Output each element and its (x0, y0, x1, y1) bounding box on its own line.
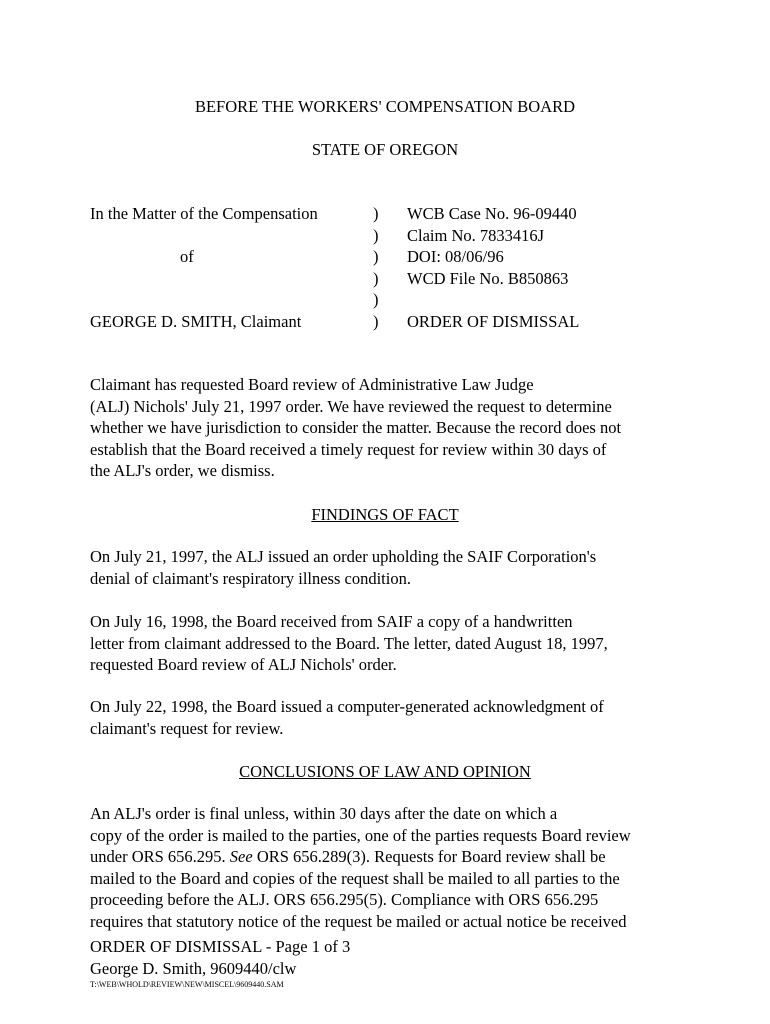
caption-blank-line (90, 268, 360, 290)
caption-paren: ) (373, 311, 379, 331)
caption-matter-line: In the Matter of the Compensation (90, 204, 318, 223)
caption-blank-line (90, 225, 360, 247)
see-signal: See (229, 847, 253, 866)
wcb-case-number: WCB Case No. 96-09440 (407, 204, 577, 223)
conclusion-text: ORS 656.289(3). Requests for Board review shall be mailed to the Board and copies of the request shall be mailed to all parties to the proceeding before the ALJ. ORS 656.295(5). Compliance with ORS 656.295 requires that statutory notice of the request be mailed or actual notice be received (90, 847, 627, 931)
page-footer (90, 936, 690, 979)
intro-paragraph: Claimant has requested Board review of Administrative Law Judge (ALJ) Nichols' July 21, 1997 order. We have reviewed the request to determine whether we have jurisdiction to consider the matter. Because the record does not establish that the Board received a timely request for review within 30 days of the ALJ's order, we dismiss. (90, 375, 622, 480)
finding-paragraph: On July 22, 1998, the Board issued a computer-generated acknowledgment of claimant's request for review. (90, 697, 604, 738)
caption-blank-line (90, 289, 360, 311)
conclusions-heading: CONCLUSIONS OF LAW AND OPINION (239, 762, 531, 781)
finding-paragraph: On July 21, 1997, the ALJ issued an order upholding the SAIF Corporation's denial of claimant's respiratory illness condition. (90, 547, 597, 588)
doi: DOI: 08/06/96 (407, 247, 504, 266)
wcd-file-number: WCD File No. B850863 (407, 268, 569, 288)
caption-blank-line (407, 289, 737, 311)
caption-paren: ) (373, 290, 379, 309)
caption-of-line: of (180, 247, 194, 266)
footer-page-line: ORDER OF DISMISSAL - Page 1 of 3 (90, 937, 351, 956)
caption-claimant-line: GEORGE D. SMITH, Claimant (90, 311, 302, 331)
caption-paren: ) (373, 204, 379, 223)
finding-paragraph: On July 16, 1998, the Board received from SAIF a copy of a handwritten letter from claimant addressed to the Board. The letter, dated August 18, 1997, requested Board review of ALJ Nichols' order. (90, 612, 608, 674)
state-heading: STATE OF OREGON (311, 140, 459, 159)
caption-paren: ) (373, 225, 379, 245)
conclusion-paragraph (90, 803, 690, 932)
caption-right-column (407, 203, 737, 332)
case-caption (0, 203, 770, 333)
footer-file-path: T:\WEB\WHOLD\REVIEW\NEW\MISCEL\9609440.SAM (90, 980, 284, 989)
conclusion-text: An ALJ's order is final unless, within 30 days after the date on which a copy of the order is mailed to the parties, one of the parties requests Board review under ORS 656.295. (90, 804, 631, 866)
findings-heading: FINDINGS OF FACT (311, 505, 459, 524)
order-title: ORDER OF DISMISSAL (407, 311, 580, 331)
footer-case-line: George D. Smith, 9609440/clw (90, 958, 297, 978)
caption-left-column (90, 203, 360, 332)
claim-number: Claim No. 7833416J (407, 225, 545, 245)
caption-paren: ) (373, 247, 379, 266)
caption-paren-column (373, 203, 385, 332)
board-heading: BEFORE THE WORKERS' COMPENSATION BOARD (194, 97, 576, 116)
caption-paren: ) (373, 268, 379, 288)
